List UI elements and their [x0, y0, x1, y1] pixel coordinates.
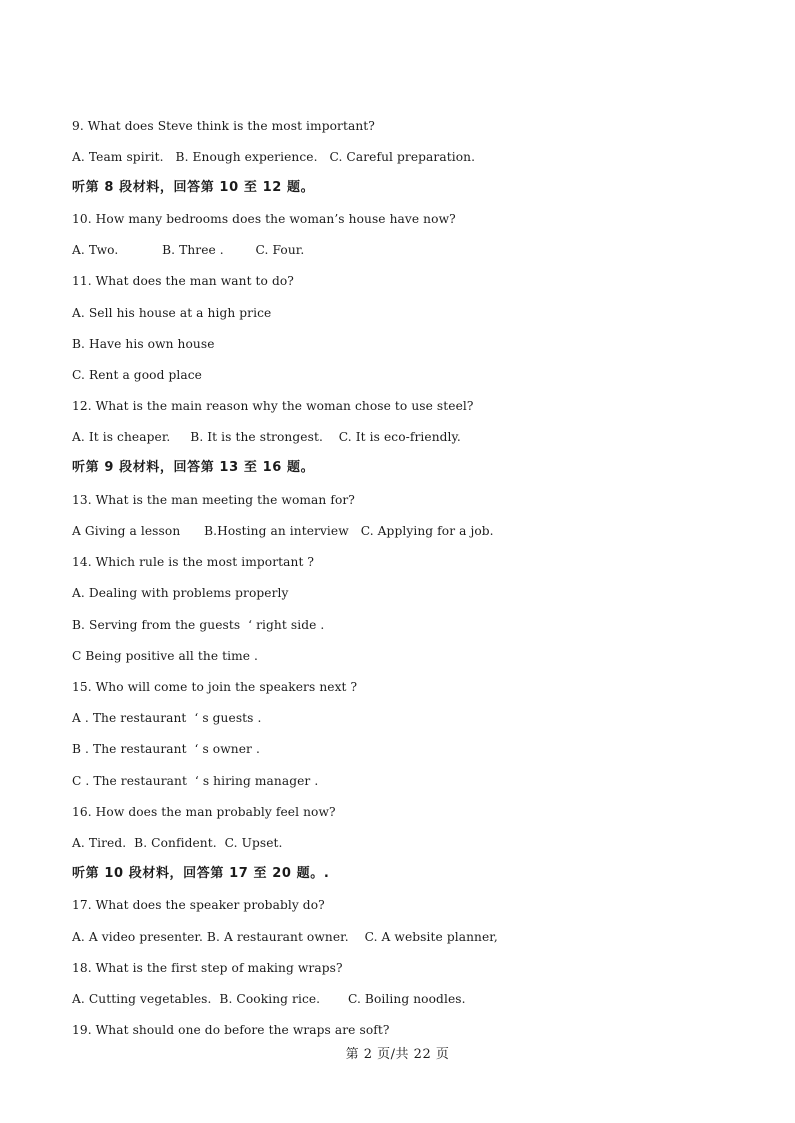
section-header-8: 听第 8 段材料，回答第 10 至 12 题。 [72, 180, 315, 195]
options-18: A. Cutting vegetables. B. Cooking rice. C. Boiling noodles. [72, 992, 466, 1006]
option-11b: B. Have his own house [72, 337, 215, 351]
option-11a: A. Sell his house at a high price [72, 306, 272, 320]
question-11: 11. What does the man want to do? [72, 274, 294, 288]
options-10: A. Two. B. Three . C. Four. [72, 243, 305, 257]
question-10: 10. How many bedrooms does the woman’s house have now? [72, 212, 456, 226]
options-12: A. It is cheaper. B. It is the strongest. C. It is eco-friendly. [72, 430, 461, 444]
option-15a: A . The restaurant ‘ s guests . [72, 711, 262, 725]
section-header-9: 听第 9 段材料，回答第 13 至 16 题。 [72, 460, 315, 475]
question-15: 15. Who will come to join the speakers next ? [72, 680, 358, 694]
options-13: A Giving a lesson B.Hosting an interview C. Applying for a job. [72, 524, 494, 538]
option-14c: C Being positive all the time . [72, 649, 259, 663]
section-header-10: 听第 10 段材料，回答第 17 至 20 题。. [72, 866, 330, 881]
option-15c: C . The restaurant ‘ s hiring manager . [72, 774, 319, 788]
question-18: 18. What is the first step of making wraps? [72, 961, 343, 975]
option-14a: A. Dealing with problems properly [72, 586, 289, 600]
question-14: 14. Which rule is the most important ? [72, 555, 315, 569]
options-9: A. Team spirit. B. Enough experience. C. Careful preparation. [72, 150, 476, 164]
question-12: 12. What is the main reason why the woman chose to use steel? [72, 399, 474, 413]
options-17: A. A video presenter. B. A restaurant owner. C. A website planner, [72, 930, 498, 944]
option-15b: B . The restaurant ‘ s owner . [72, 742, 260, 756]
question-9: 9. What does Steve think is the most important? [72, 119, 375, 133]
question-13: 13. What is the man meeting the woman for? [72, 493, 355, 507]
option-11c: C. Rent a good place [72, 368, 202, 382]
question-17: 17. What does the speaker probably do? [72, 898, 325, 912]
question-16: 16. How does the man probably feel now? [72, 805, 336, 819]
page-footer: 第 2 页/共 22 页 [345, 1047, 450, 1062]
option-14b: B. Serving from the guests ‘ right side . [72, 618, 325, 632]
question-19: 19. What should one do before the wraps are soft? [72, 1023, 390, 1037]
options-16: A. Tired. B. Confident. C. Upset. [72, 836, 283, 850]
